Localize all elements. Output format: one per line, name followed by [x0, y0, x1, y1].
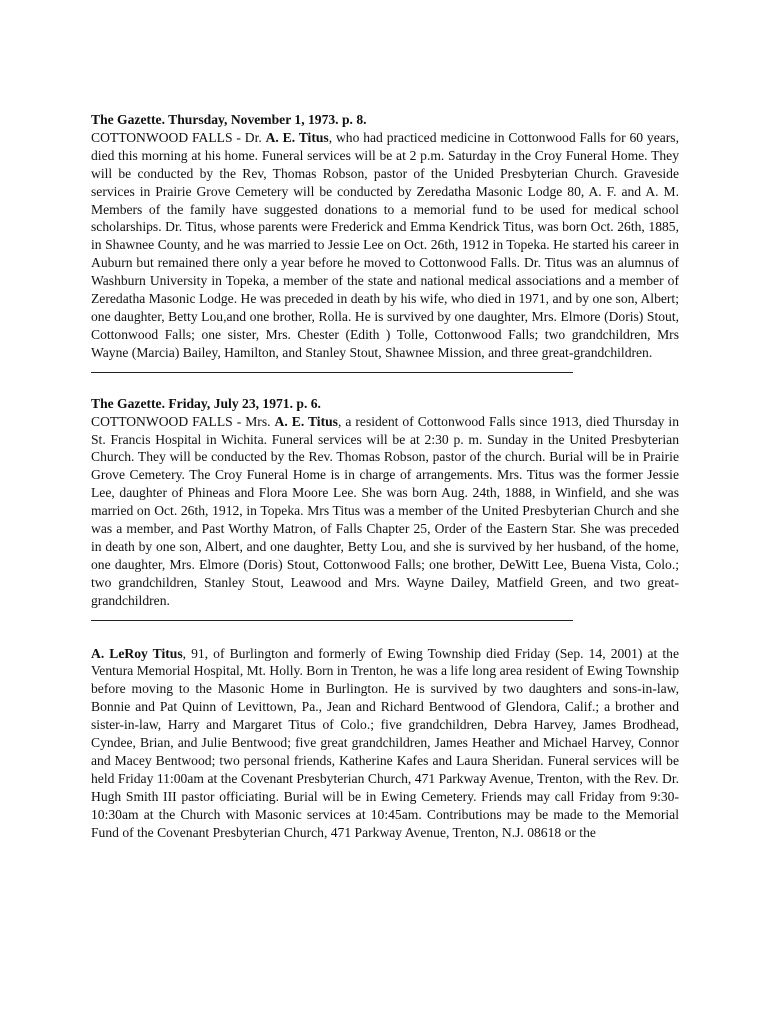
obituary-entry-2 [91, 395, 679, 621]
entry-2-name: A. E. Titus [274, 413, 338, 429]
obituary-entry-1 [91, 111, 679, 373]
entry-3-body [91, 645, 679, 842]
entry-1-body [91, 129, 679, 362]
entry-3-text: , 91, of Burlington and formerly of Ewing Township died Friday (Sep. 14, 2001) at the Ventura Memorial Hospital, Mt. Holly. Born in Trenton, he was a life long area resident of Ewing Township before moving to the Masonic Home in Burlington. He is survived by two daughters and sons-in-law, Bonnie and Pat Quinn of Levittown, Pa., Jean and Richard Bentwood of Glendora, Calif.; a brother and sister-in-law, Harry and Margaret Titus of Colo.; five grandchildren, Debra Harvey, James Brodhead, Cyndee, Brian, and Julie Bentwood; five great grandchildren, James Heather and Michael Harvey, Connor and Macey Bentwood; two personal friends, Katherine Kafes and Laura Sheridan. Funeral services will be held Friday 11:00am at the Covenant Presbyterian Church, 471 Parkway Avenue, Trenton, with the Rev. Dr. Hugh Smith III pastor officiating. Burial will be in Ewing Cemetery. Friends may call Friday from 9:30-10:30am at the Church with Masonic services at 10:45am. Contributions may be made to the Memorial Fund of the Covenant Presbyterian Church, 471 Parkway Avenue, Trenton, N.J. 08618 or the [91, 645, 679, 840]
entry-2-lead: COTTONWOOD FALLS - Mrs. [91, 413, 275, 429]
entry-2-heading: The Gazette. Friday, July 23, 1971. p. 6. [91, 395, 321, 411]
entry-3-name: A. LeRoy Titus [91, 645, 183, 661]
entry-1-name: A. E. Titus [265, 129, 329, 145]
entry-2-text: , a resident of Cottonwood Falls since 1913, died Thursday in St. Francis Hospital in Wichita. Funeral services will be at 2:30 p. m. Sunday in the United Presbyterian Church. They will be conducted by the Rev. Thomas Robson, pastor of the church. Burial will be in Prairie Grove Cemetery. The Croy Funeral Home is in charge of arrangements. Mrs. Titus was the former Jessie Lee, daughter of Phineas and Flora Moore Lee. She was born Aug. 24th, 1888, in Winfield, and she was married on Oct. 26th, 1912, in Topeka. Mrs Titus was a member of the United Presbyterian Church and she was a member, and Past Worthy Matron, of Falls Chapter 25, Order of the Eastern Star. She was preceded in death by one son, Albert, and one daughter, Betty Lou, and she is survived by her husband, of the home, one daughter, Mrs. Elmore (Doris) Stout, Cottonwood Falls; one brother, DeWitt Lee, Buena Vista, Colo.; two grandchildren, Stanley Stout, Leawood and Mrs. Wayne Dailey, Matfield Green, and two great-grandchildren. [91, 413, 679, 608]
separator-line-1 [91, 372, 573, 373]
entry-2-body [91, 413, 679, 610]
entry-1-lead: COTTONWOOD FALLS - Dr. [91, 129, 266, 145]
document-page [91, 111, 679, 842]
entry-1-text: , who had practiced medicine in Cottonwood Falls for 60 years, died this morning at his home. Funeral services will be at 2 p.m. Saturday in the Croy Funeral Home. They will be conducted by the Rev, Thomas Robson, pastor of the Unided Presbyterian Church. Graveside services in Prairie Grove Cemetery will be conducted by Zeredatha Masonic Lodge 80, A. F. and A. M. Members of the family have suggested donations to a memorial fund to be used for medical school scholarships. Dr. Titus, whose parents were Frederick and Emma Kendrick Titus, was born Oct. 26th, 1885, in Shawnee County, and he was married to Jessie Lee on Oct. 26th, 1912 in Topeka. He started his career in Auburn but remained there only a year before he moved to Cottonwood Falls. Dr. Titus was an alumnus of Washburn University in Topeka, a member of the state and national medical associations and a member of Zeredatha Masonic Lodge. He was preceded in death by his wife, who died in 1971, and by one son, Albert; one daughter, Betty Lou,and one brother, Rolla. He is survived by one daughter, Mrs. Elmore (Doris) Stout, Cottonwood Falls; one sister, Mrs. Chester (Edith ) Tolle, Cottonwood Falls; two grandchildren, Mrs Wayne (Marcia) Bailey, Hamilton, and Stanley Stout, Shawnee Mission, and three great-grandchildren. [91, 129, 679, 360]
separator-line-2 [91, 620, 573, 621]
obituary-entry-3 [91, 645, 679, 842]
entry-1-heading: The Gazette. Thursday, November 1, 1973. p. 8. [91, 112, 367, 127]
